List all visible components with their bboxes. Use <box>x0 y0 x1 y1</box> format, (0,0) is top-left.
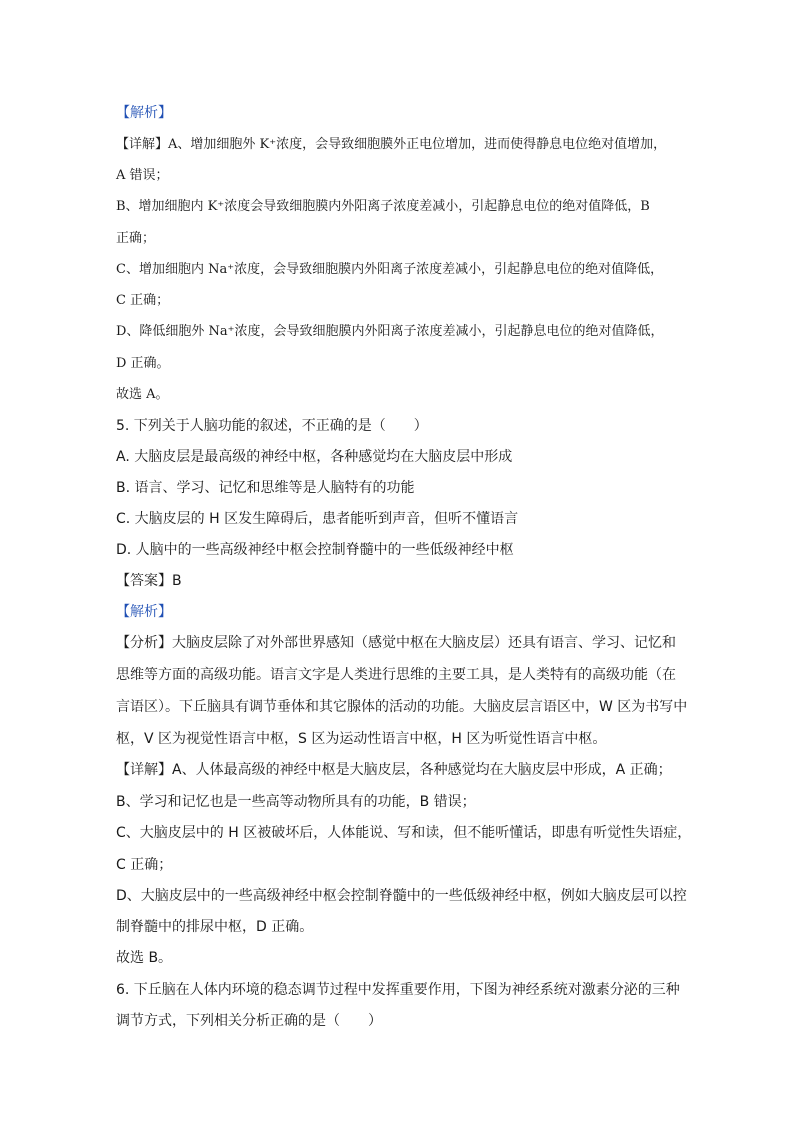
text-line: 枢，V 区为视觉性语言中枢，S 区为运动性语言中枢，H 区为听觉性语言中枢。 <box>116 731 607 747</box>
answer-line: 【答案】B <box>116 573 182 589</box>
text-line: 正确； <box>116 231 156 246</box>
question-5-option-d: D. 人脑中的一些高级神经中枢会控制脊髓中的一些低级神经中枢 <box>116 542 514 558</box>
question-5-stem: 5. 下列关于人脑功能的叙述，不正确的是（ ） <box>116 418 428 434</box>
question-5-option-b: B. 语言、学习、记忆和思维等是人脑特有的功能 <box>116 480 415 496</box>
question-6-stem: 6. 下丘脑在人体内环境的稳态调节过程中发挥重要作用，下图为神经系统对激素分泌的三种 <box>116 982 680 998</box>
text-line: C 正确； <box>116 857 173 873</box>
text-line: B、学习和记忆也是一些高等动物所具有的功能，B 错误； <box>116 794 476 810</box>
text-line: C、增加细胞内 Na⁺浓度，会导致细胞膜内外阳离子浓度差减小，引起静息电位的绝对值降低， <box>116 262 664 277</box>
text-line: D、大脑皮层中的一些高级神经中枢会控制脊髓中的一些低级神经中枢，例如大脑皮层可以控 <box>116 888 687 904</box>
text-line: 制脊髓中的排尿中枢，D 正确。 <box>116 919 314 935</box>
text-line: 故选 A。 <box>116 387 169 402</box>
text-line: 言语区）。下丘脑具有调节垂体和其它腺体的活动的功能。大脑皮层言语区中，W 区为书写中 <box>116 699 688 715</box>
text-line: C、大脑皮层中的 H 区被破坏后，人体能说、写和读，但不能听懂话，即患有听觉性失语症， <box>116 825 692 841</box>
text-line: D 正确。 <box>116 356 170 371</box>
text-line: 【分析】大脑皮层除了对外部世界感知（感觉中枢在大脑皮层）还具有语言、学习、记忆和 <box>116 635 676 651</box>
question-6-stem-cont: 调节方式，下列相关分析正确的是（ ） <box>116 1013 382 1029</box>
question-5-option-a: A. 大脑皮层是最高级的神经中枢，各种感觉均在大脑皮层中形成 <box>116 449 513 465</box>
text-line: 【详解】A、增加细胞外 K⁺浓度，会导致细胞膜外正电位增加，进而使得静息电位绝对值增加， <box>116 137 667 152</box>
section-heading-analysis: 【解析】 <box>116 105 172 121</box>
section-heading-analysis: 【解析】 <box>116 604 172 620</box>
text-line: 【详解】A、人体最高级的神经中枢是大脑皮层，各种感觉均在大脑皮层中形成，A 正确； <box>116 762 672 778</box>
text-line: B、增加细胞内 K⁺浓度会导致细胞膜内外阳离子浓度差减小，引起静息电位的绝对值降低，B <box>116 199 650 214</box>
text-line: D、降低细胞外 Na⁺浓度，会导致细胞膜内外阳离子浓度差减小，引起静息电位的绝对值降低， <box>116 324 664 339</box>
text-line: 故选 B。 <box>116 950 173 966</box>
text-line: A 错误； <box>116 168 169 183</box>
text-line: C 正确； <box>116 293 170 308</box>
text-line: 思维等方面的高级功能。语言文字是人类进行思维的主要工具，是人类特有的高级功能（在 <box>116 667 676 683</box>
question-5-option-c: C. 大脑皮层的 H 区发生障碍后，患者能听到声音，但听不懂语言 <box>116 511 519 527</box>
